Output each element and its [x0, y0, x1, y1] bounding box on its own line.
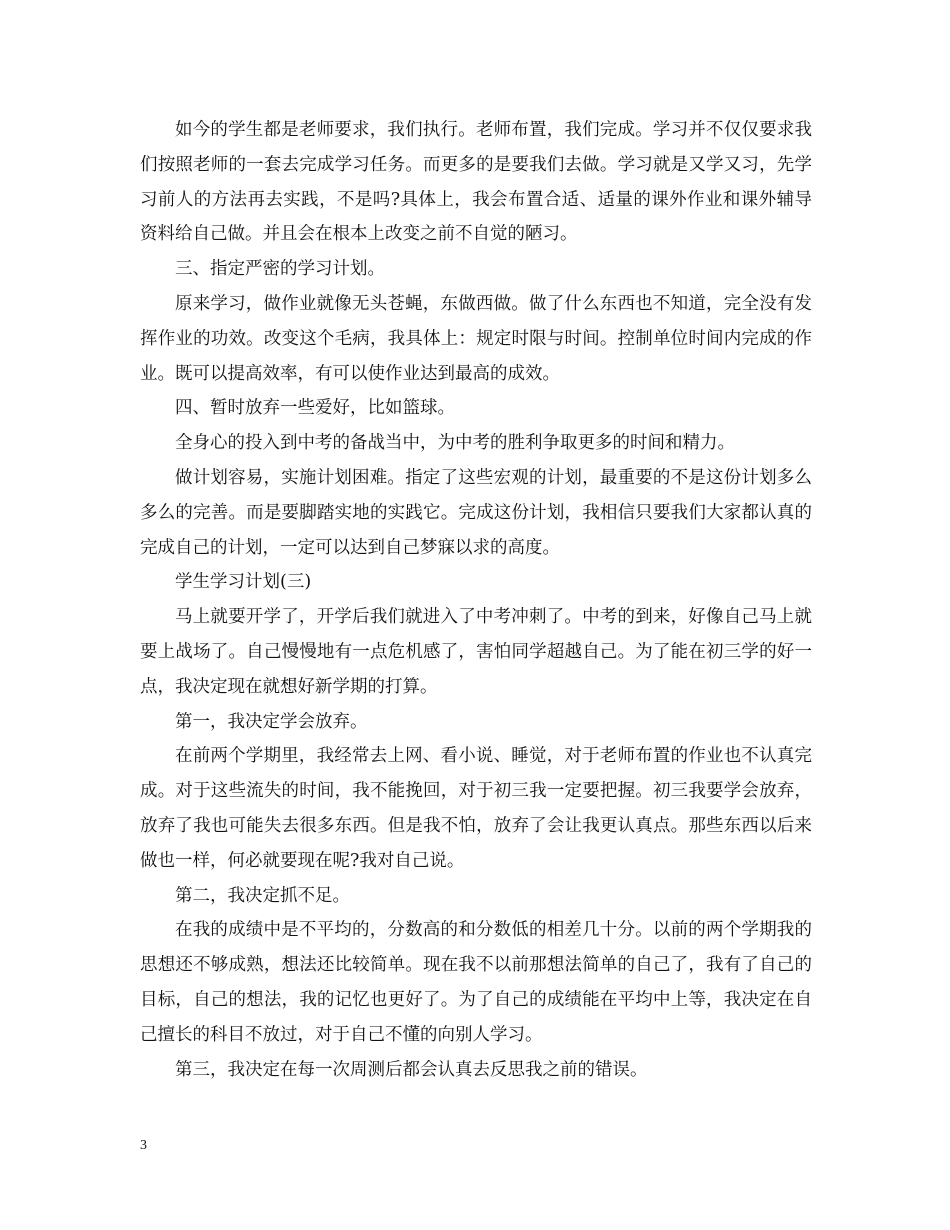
paragraph: 在前两个学期里，我经常去上网、看小说、睡觉，对于老师布置的作业也不认真完成。对于这些流失的时间，我不能挽回，对于初三我一定要把握。初三我要学会放弃，放弃了我也可能失去很多东西。但是我不怕，放弃了会让我更认真点。那些东西以后来做也一样，何必就要现在呢?我对自己说。 [140, 746, 812, 871]
section-title: 学生学习计划(三) [175, 572, 312, 593]
section-heading: 三、指定严密的学习计划。 [175, 259, 385, 280]
paragraph: 做计划容易，实施计划困难。指定了这些宏观的计划，最重要的不是这份计划多么多么的完善。而是要脚踏实地的实践它。完成这份计划，我相信只要我们大家都认真的完成自己的计划，一定可以达到自己梦寐以求的高度。 [140, 467, 812, 558]
paragraph: 全身心的投入到中考的备战当中，为中考的胜利争取更多的时间和精力。 [175, 433, 735, 454]
paragraph: 原来学习，做作业就像无头苍蝇，东做西做。做了什么东西也不知道，完全没有发挥作业的功效。改变这个毛病，我具体上：规定时限与时间。控制单位时间内完成的作业。既可以提高效率，有可以使作业达到最高的成效。 [140, 293, 812, 384]
paragraph: 如今的学生都是老师要求，我们执行。老师布置，我们完成。学习并不仅仅要求我们按照老师的一套去完成学习任务。而更多的是要我们去做。学习就是又学又习，先学习前人的方法再去实践，不是吗?具体上，我会布置合适、适量的课外作业和课外辅导资料给自己做。并且会在根本上改变之前不自觉的陋习。 [140, 120, 812, 245]
paragraph: 马上就要开学了，开学后我们就进入了中考冲刺了。中考的到来，好像自己马上就要上战场了。自己慢慢地有一点危机感了，害怕同学超越自己。为了能在初三学的好一点，我决定现在就想好新学期的打算。 [140, 607, 812, 697]
section-heading: 第三，我决定在每一次周测后都会认真去反思我之前的错误。 [175, 1059, 648, 1080]
document-body [140, 113, 812, 1087]
page-number: 3 [140, 1138, 147, 1153]
section-heading: 第二，我决定抓不足。 [175, 885, 350, 906]
section-heading: 四、暂时放弃一些爱好，比如篮球。 [175, 398, 455, 419]
section-heading: 第一，我决定学会放弃。 [175, 711, 368, 732]
paragraph: 在我的成绩中是不平均的，分数高的和分数低的相差几十分。以前的两个学期我的思想还不够成熟，想法还比较简单。现在我不以前那想法简单的自己了，我有了自己的目标，自己的想法，我的记忆也更好了。为了自己的成绩能在平均中上等，我决定在自己擅长的科目不放过，对于自己不懂的向别人学习。 [140, 920, 812, 1045]
